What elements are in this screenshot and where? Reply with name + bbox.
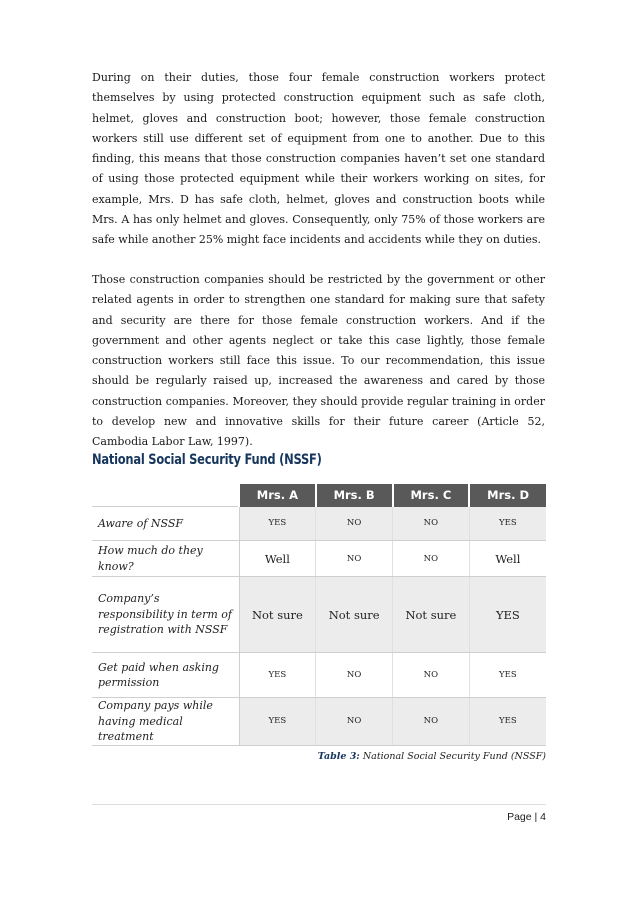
table-row [92,653,546,698]
table-row [92,507,546,541]
table-corner-cell [92,484,239,507]
table-cell: Well [469,541,546,577]
table-cell: Not sure [316,577,393,653]
column-header: Mrs. A [239,484,316,507]
column-header: Mrs. B [316,484,393,507]
page-number: Page | 4 [507,811,546,823]
table-header-row [92,484,546,507]
table-row [92,541,546,577]
table-cell: YES [469,507,546,541]
footer-divider [92,804,546,805]
table-cell: NO [393,507,470,541]
table-cell: NO [393,541,470,577]
table-cell: YES [469,577,546,653]
nssf-table [92,484,546,746]
table-cell: NO [393,698,470,746]
column-header: Mrs. C [393,484,470,507]
table-cell: NO [393,653,470,698]
table-cell: YES [239,653,316,698]
table-caption [318,751,546,762]
table-cell: YES [469,698,546,746]
row-label: Aware of NSSF [92,507,239,541]
row-label: Get paid when asking permission [92,653,239,698]
paragraph-equipment: During on their duties, those four female construction workers protect themselves by using protected construction equipment such as safe cloth, helmet, gloves and construction boot; however, those female construction workers still use different set of equipment from one to another. Due to this finding, this means that those construction companies haven’t set one standard of using those protected equipment while their workers working on sites, for example, Mrs. D has safe cloth, helmet, gloves and construction boots while Mrs. A has only helmet and gloves. Consequently, only 75% of those workers are safe while another 25% might face incidents and accidents while they on duties. [92,71,545,247]
row-label: Company’s responsibility in term of registration with NSSF [92,577,239,653]
caption-label: Table 3: [317,751,360,762]
paragraph-recommendation: Those construction companies should be restricted by the government or other related agents in order to strengthen one standard for making sure that safety and security are there for those female construction workers. And if the government and other agents neglect or take this case lightly, those female construction workers still face this issue. To our recommendation, this issue should be regularly raised up, increased the awareness and cared by those construction companies. Moreover, they should provide regular training in order to develop new and innovative skills for their future career (Article 52, Cambodia Labor Law, 1997). [92,273,545,449]
row-label: How much do they know? [92,541,239,577]
table-row [92,577,546,653]
table-cell: YES [469,653,546,698]
table-cell: NO [316,541,393,577]
table-cell: Well [239,541,316,577]
table-cell: NO [316,507,393,541]
table-cell: YES [239,507,316,541]
column-header: Mrs. D [469,484,546,507]
table-cell: NO [316,653,393,698]
table-cell: YES [239,698,316,746]
caption-text: National Social Security Fund (NSSF) [359,751,546,762]
row-label: Company pays while having medical treatment [92,698,239,746]
table-row [92,698,546,746]
section-heading: National Social Security Fund (NSSF) [92,452,322,468]
table-cell: Not sure [393,577,470,653]
table-cell: Not sure [239,577,316,653]
table-cell: NO [316,698,393,746]
